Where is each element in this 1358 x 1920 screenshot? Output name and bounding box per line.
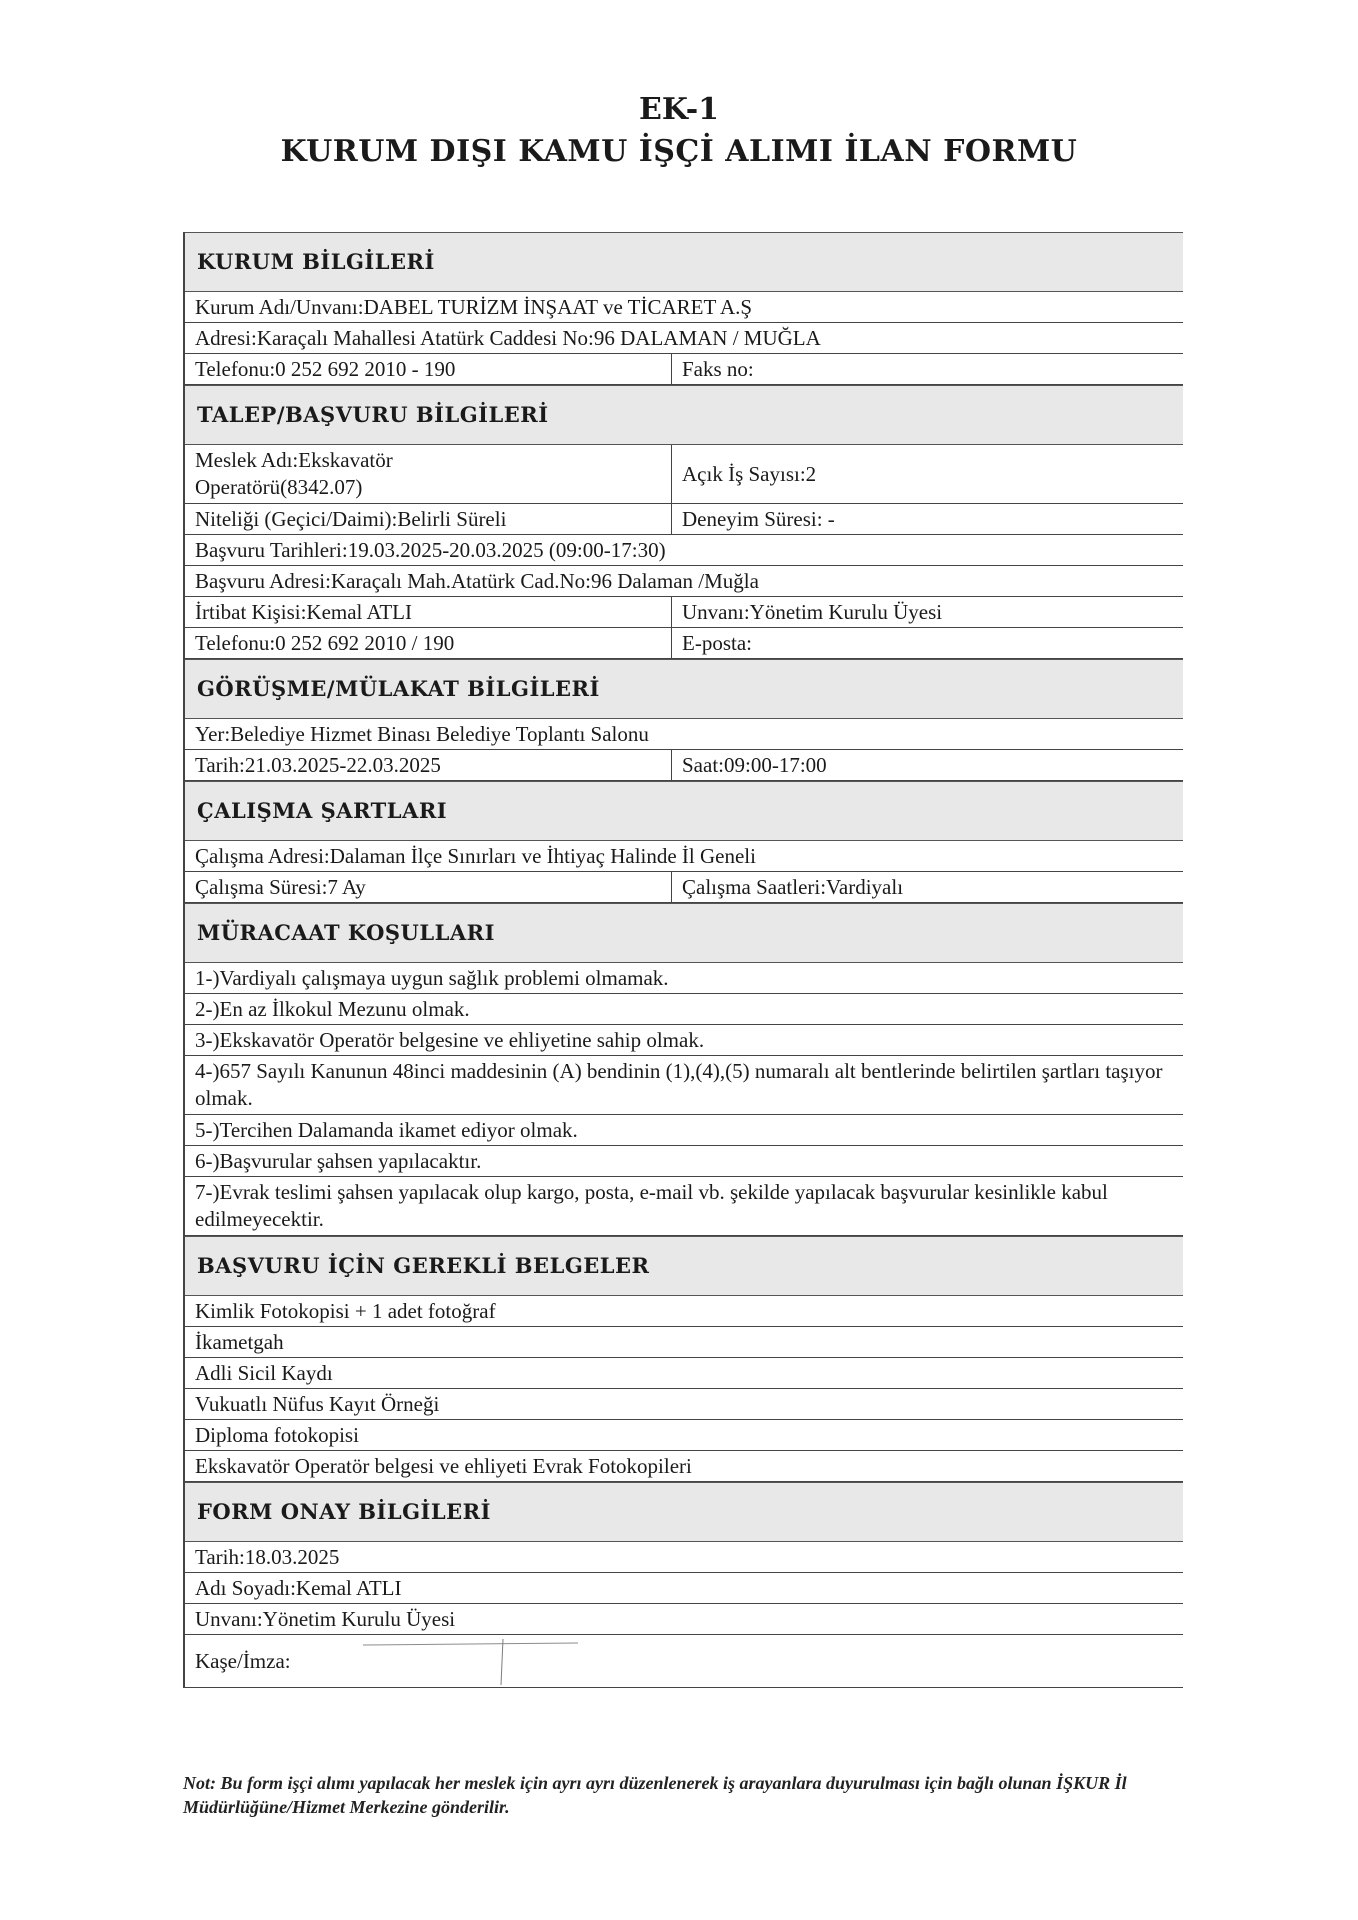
kurum-phone: Telefonu:0 252 692 2010 - 190 [185,354,672,384]
section-heading-kurum: KURUM BİLGİLERİ [185,232,1183,292]
approval-name: Adı Soyadı:Kemal ATLI [195,1576,402,1600]
document-item [185,1327,1183,1358]
annex-label: EK-1 [638,92,720,127]
work-address-row [185,841,1183,872]
application-address: Başvuru Adresi:Karaçalı Mah.Atatürk Cad.No:96 Dalaman /Muğla [195,569,759,593]
open-positions: Açık İş Sayısı:2 [682,461,817,486]
section-heading-requirements: MÜRACAAT KOŞULLARI [185,903,1183,963]
contact-phone-row [185,628,1183,659]
kurum-address: Adresi:Karaçalı Mahallesi Atatürk Caddesi No:96 DALAMAN / MUĞLA [195,326,821,350]
approval-name-row [185,1573,1183,1604]
requirement-item [185,1115,1183,1146]
document-item [185,1296,1183,1327]
document-item [185,1420,1183,1451]
requirement-item [185,994,1183,1025]
requirement-text: 1-)Vardiyalı çalışmaya uygun sağlık problemi olmamak. [195,966,669,990]
section-heading-talep: TALEP/BAŞVURU BİLGİLERİ [185,385,1183,445]
contact-person: İrtibat Kişisi:Kemal ATLI [185,597,672,627]
occupation-line-2: Operatörü(8342.07) [195,475,363,499]
approval-title: Unvanı:Yönetim Kurulu Üyesi [195,1607,456,1631]
document-item [185,1389,1183,1420]
application-dates: Başvuru Tarihleri:19.03.2025-20.03.2025 (09:00-17:30) [195,538,666,562]
requirement-item [185,963,1183,994]
work-duration: Çalışma Süresi:7 Ay [185,872,672,902]
document-text: Kimlik Fotokopisi + 1 adet fotoğraf [195,1299,496,1323]
form-title: KURUM DIŞI KAMU İŞÇİ ALIMI İLAN FORMU [280,134,1078,169]
requirement-text: 6-)Başvurular şahsen yapılacaktır. [195,1149,482,1173]
interview-place-row [185,719,1183,750]
document-text: Vukuatlı Nüfus Kayıt Örneği [195,1392,440,1416]
footnote-label: Not: [183,1773,216,1793]
document-text: İkametgah [195,1330,284,1354]
job-nature: Niteliği (Geçici/Daimi):Belirli Süreli [185,504,672,534]
approval-date-row [185,1542,1183,1573]
interview-date: Tarih:21.03.2025-22.03.2025 [185,750,672,780]
interview-place: Yer:Belediye Hizmet Binası Belediye Toplantı Salonu [195,722,649,746]
company-stamp [353,1639,583,1685]
application-address-row [185,566,1183,597]
contact-email: E-posta: [682,631,752,655]
requirement-item [185,1177,1183,1236]
contact-title: Unvanı:Yönetim Kurulu Üyesi [682,600,943,624]
approval-date: Tarih:18.03.2025 [195,1545,340,1569]
kurum-name: Kurum Adı/Unvanı:DABEL TURİZM İNŞAAT ve TİCARET A.Ş [195,295,753,319]
occupation-row [185,445,1183,504]
requirement-item [185,1025,1183,1056]
document-text: Ekskavatör Operatör belgesi ve ehliyeti Evrak Fotokopileri [195,1454,692,1478]
nature-row [185,504,1183,535]
footnote [183,1771,1183,1819]
document-item [185,1451,1183,1482]
stamp-signature-label: Kaşe/İmza: [195,1649,291,1673]
work-hours: Çalışma Saatleri:Vardiyalı [682,875,904,899]
section-heading-documents: BAŞVURU İÇİN GEREKLİ BELGELER [185,1236,1183,1296]
document-text: Diploma fotokopisi [195,1423,359,1447]
work-address: Çalışma Adresi:Dalaman İlçe Sınırları ve İhtiyaç Halinde İl Geneli [195,844,756,868]
occupation-line-1: Meslek Adı:Ekskavatör [195,448,393,472]
work-duration-row [185,872,1183,903]
kurum-name-row [185,292,1183,323]
kurum-phone-row [185,354,1183,385]
requirement-text: 7-)Evrak teslimi şahsen yapılacak olup kargo, posta, e-mail vb. şekilde yapılacak başvurular kesinlikle kabul edilmeyecektir. [195,1180,1108,1231]
experience-duration: Deneyim Süresi: - [682,507,835,531]
requirement-text: 4-)657 Sayılı Kanunun 48inci maddesinin (A) bendinin (1),(4),(5) numaralı alt bentlerinde belirtilen şartları taşıyor olmak. [195,1059,1163,1110]
application-form [183,232,1183,1688]
interview-date-row [185,750,1183,781]
interview-time: Saat:09:00-17:00 [682,753,827,777]
requirement-item [185,1146,1183,1177]
document-text: Adli Sicil Kaydı [195,1361,333,1385]
section-heading-approval: FORM ONAY BİLGİLERİ [185,1482,1183,1542]
section-heading-interview: GÖRÜŞME/MÜLAKAT BİLGİLERİ [185,659,1183,719]
approval-title-row [185,1604,1183,1635]
requirement-text: 5-)Tercihen Dalamanda ikamet ediyor olmak. [195,1118,578,1142]
kurum-fax: Faks no: [682,357,754,381]
occupation-name [185,445,672,503]
requirement-item [185,1056,1183,1115]
contact-row [185,597,1183,628]
section-heading-working-conditions: ÇALIŞMA ŞARTLARI [185,781,1183,841]
stamp-border-icon [353,1639,583,1685]
contact-phone: Telefonu:0 252 692 2010 / 190 [185,628,672,658]
stamp-signature-row [185,1635,1183,1688]
requirement-text: 2-)En az İlkokul Mezunu olmak. [195,997,470,1021]
footnote-text: Bu form işçi alımı yapılacak her meslek için ayrı ayrı düzenlenerek iş arayanlara duyurulması için bağlı olunan İŞKUR İl Müdürlüğüne/Hizmet Merkezine gönderilir. [183,1773,1127,1817]
requirement-text: 3-)Ekskavatör Operatör belgesine ve ehliyetine sahip olmak. [195,1028,705,1052]
document-item [185,1358,1183,1389]
application-dates-row [185,535,1183,566]
kurum-address-row [185,323,1183,354]
